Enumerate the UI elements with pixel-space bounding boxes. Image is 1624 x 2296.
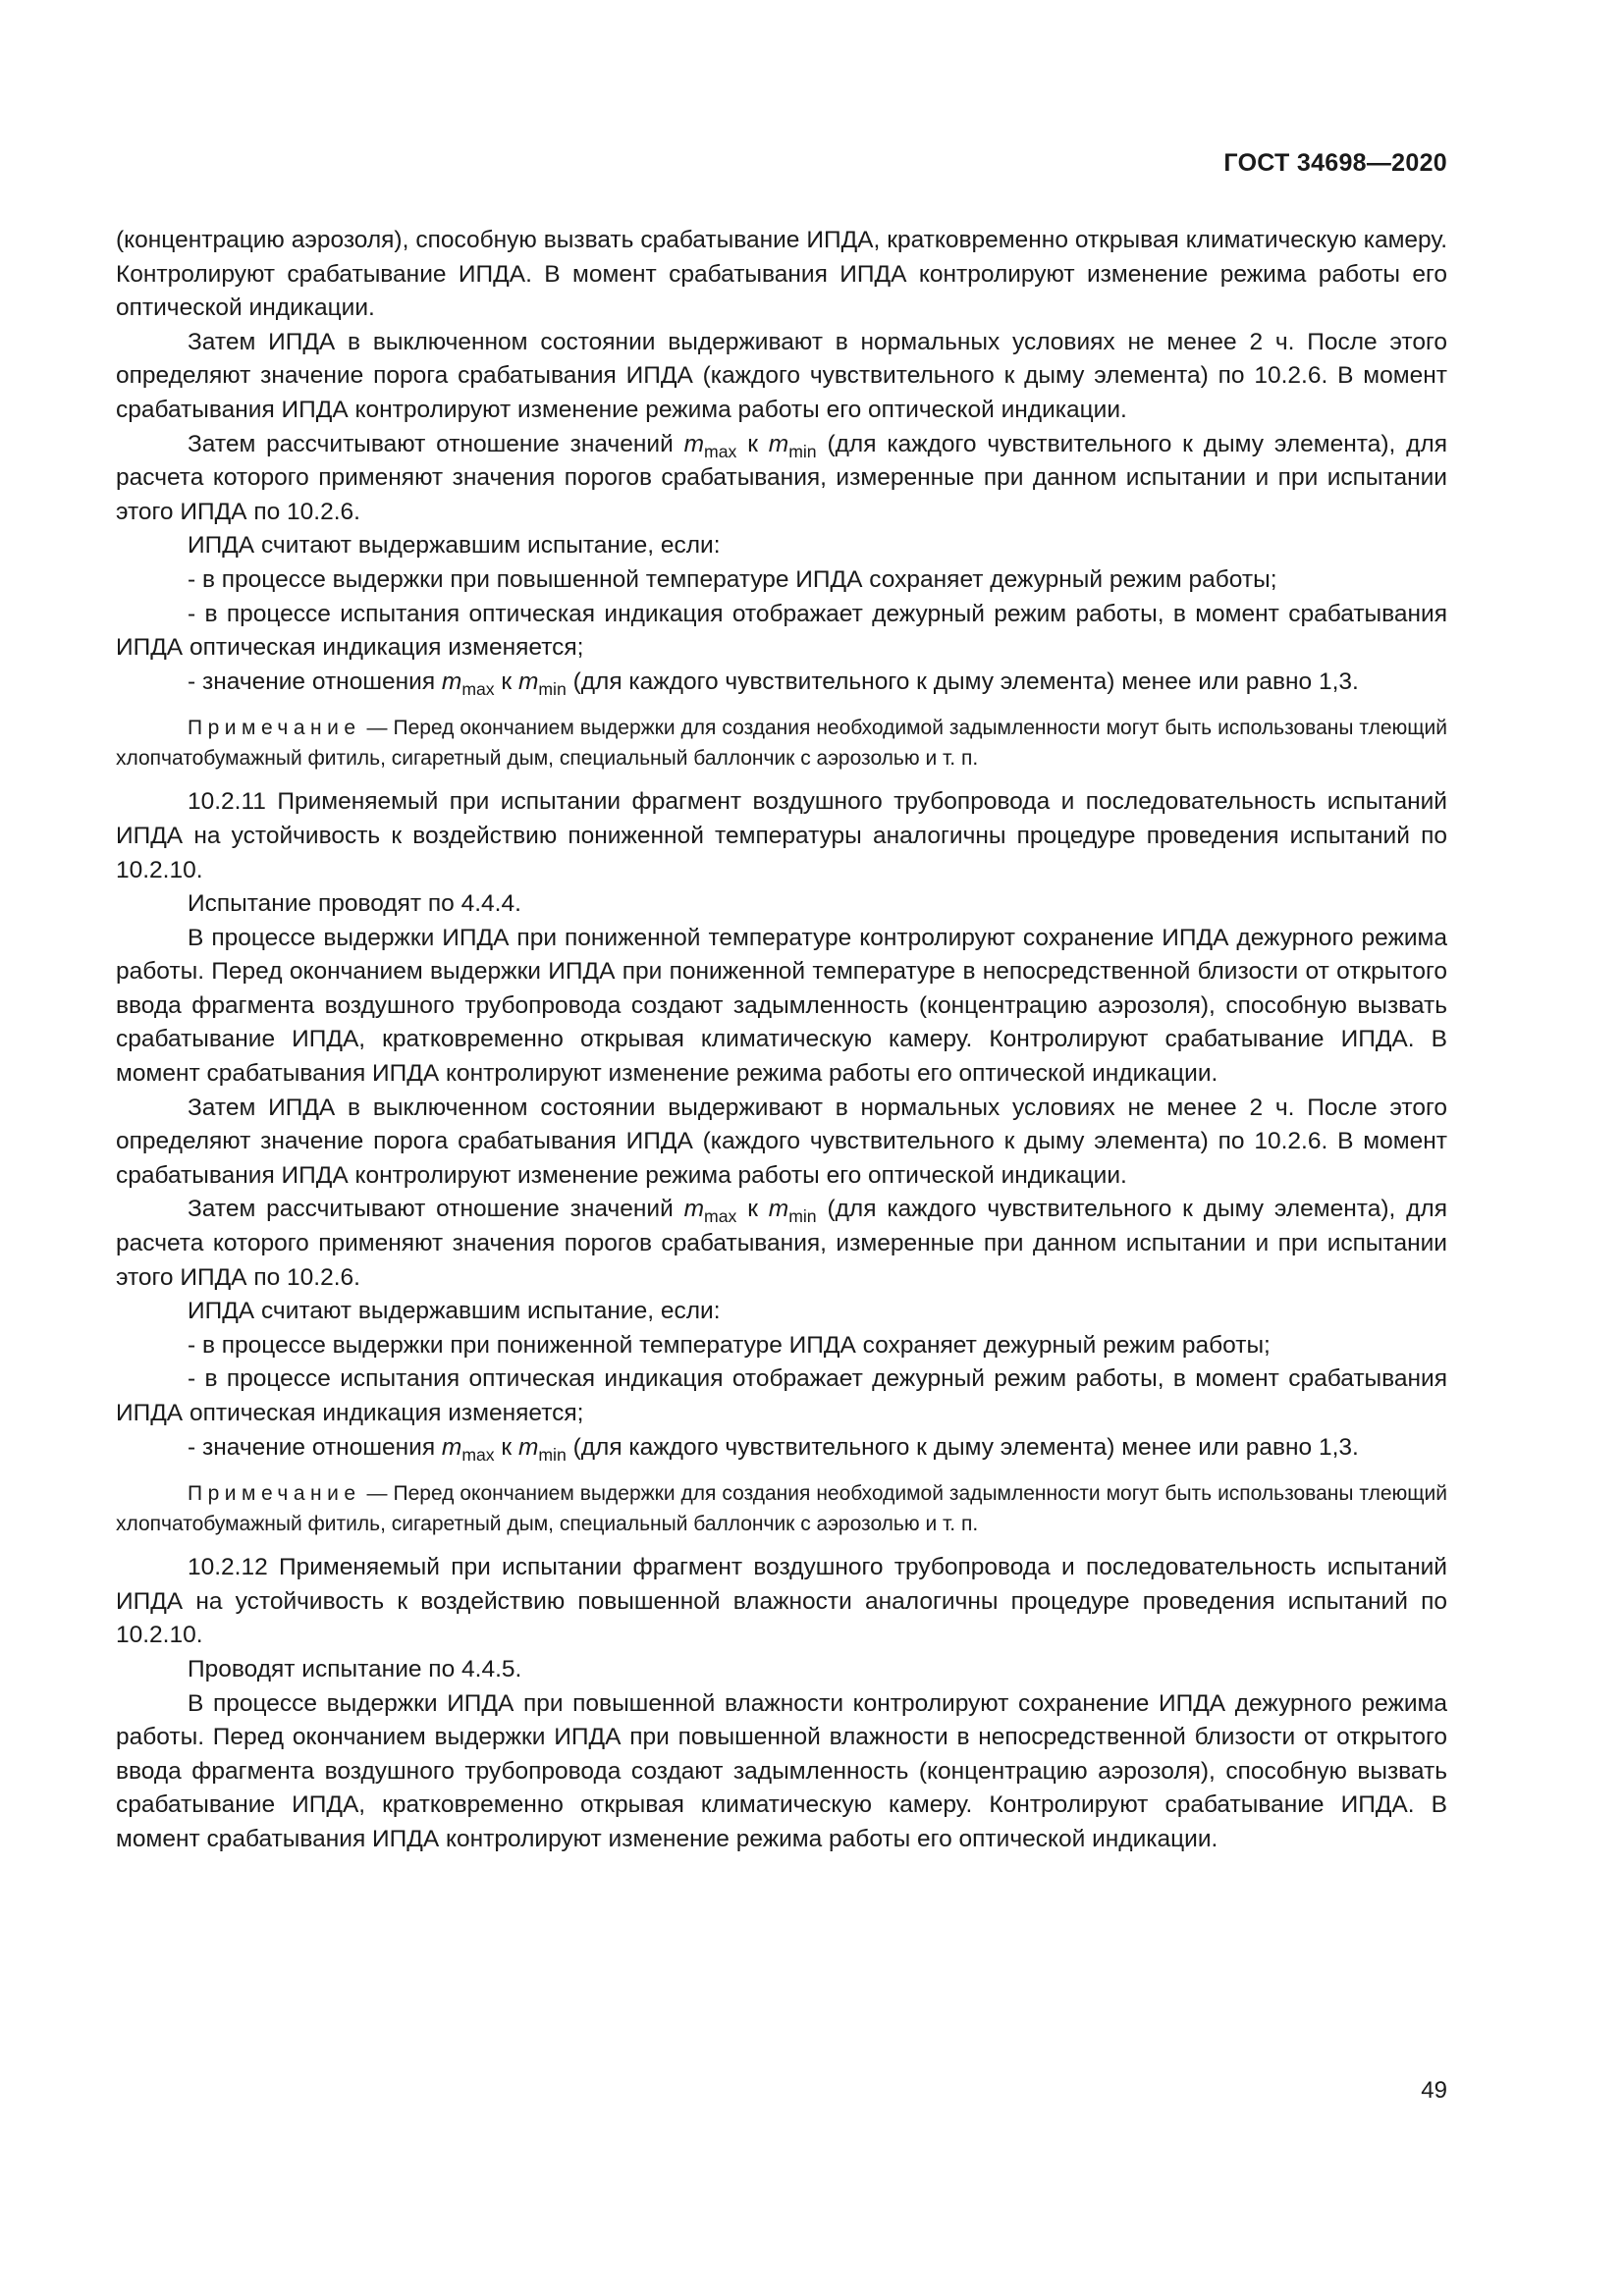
word-k: к [501, 667, 513, 695]
subscript-max: max [461, 1444, 495, 1465]
list-item: - в процессе испытания оптическая индикация отображает дежурный режим работы, в момент срабатывания ИПДА оптическая индикация изменяется; [116, 600, 1447, 662]
subscript-min: min [788, 1206, 817, 1227]
symbol-m: m [441, 667, 462, 695]
note-text: — Перед окончанием выдержки для создания необходимой задымленности могут быть использованы тлеющий хлопчатобумажный фитиль, сигаретный дым, специальный баллончик с аэрозолью и т. п. [116, 1482, 1447, 1536]
subscript-max: max [704, 1206, 737, 1227]
paragraph-formula [116, 1193, 1447, 1295]
symbol-m: m [683, 430, 705, 457]
word-k: к [747, 1196, 758, 1223]
note-text: — Перед окончанием выдержки для создания необходимой задымленности могут быть использованы тлеющий хлопчатобумажный фитиль, сигаретный дым, специальный баллончик с аэрозолью и т. п. [116, 717, 1447, 771]
standard-code-header: ГОСТ 34698—2020 [1223, 149, 1447, 177]
word-k: к [747, 430, 758, 457]
paragraph: ИПДА считают выдержавшим испытание, если: [188, 1298, 721, 1325]
word-k: к [501, 1433, 513, 1461]
text-run: (для каждого чувствительного к дыму элемента) менее или равно 1,3. [566, 667, 1359, 695]
paragraph: ИПДА считают выдержавшим испытание, если: [188, 532, 721, 560]
page-number: 49 [1421, 2077, 1447, 2104]
symbol-m: m [517, 1433, 539, 1461]
symbol-m: m [768, 430, 789, 457]
paragraph: Затем ИПДА в выключенном состоянии выдерживают в нормальных условиях не менее 2 ч. После этого определяют значение порога срабатывания ИПДА (каждого чувствительного к дыму элемента) по 10.2.6. В момент срабатывания ИПДА контролируют изменение режима работы его оптической индикации. [116, 1094, 1447, 1189]
text-run: (для каждого чувствительного к дыму элемента), для расчета которого применяют значения порогов срабатывания, измеренные при данном испытании и при испытании этого ИПДА по 10.2.6. [116, 1196, 1447, 1291]
text-run: (для каждого чувствительного к дыму элемента), для расчета которого применяют значения порогов срабатывания, измеренные при данном испытании и при испытании этого ИПДА по 10.2.6. [116, 430, 1447, 525]
text-run: Затем рассчитывают отношение значений [188, 1196, 684, 1223]
list-item: - в процессе испытания оптическая индикация отображает дежурный режим работы, в момент срабатывания ИПДА оптическая индикация изменяется; [116, 1365, 1447, 1426]
symbol-m: m [768, 1196, 789, 1223]
paragraph: (концентрацию аэрозоля), способную вызвать срабатывание ИПДА, кратковременно открывая климатическую камеру. Контролируют срабатывание ИПДА. В момент срабатывания ИПДА контролируют изменение режима работы его оптической индикации. [116, 227, 1447, 322]
text-run: (для каждого чувствительного к дыму элемента) менее или равно 1,3. [566, 1433, 1359, 1461]
paragraph: Испытание проводят по 4.4.4. [188, 890, 521, 918]
paragraph: В процессе выдержки ИПДА при пониженной температуре контролируют сохранение ИПДА дежурного режима работы. Перед окончанием выдержки ИПДА при пониженной температуре в непосредственной близости от открытого ввода фрагмента воздушного трубопровода создают задымленность (концентрацию аэрозоля), способную вызвать срабатывание ИПДА, кратковременно открывая климатическую камеру. Контролируют срабатывание ИПДА. В момент срабатывания ИПДА контролируют изменение режима работы его оптической индикации. [116, 924, 1447, 1088]
subscript-min: min [538, 1444, 567, 1465]
paragraph: Затем ИПДА в выключенном состоянии выдерживают в нормальных условиях не менее 2 ч. После этого определяют значение порога срабатывания ИПДА (каждого чувствительного к дыму элемента) по 10.2.6. В момент срабатывания ИПДА контролируют изменение режима работы его оптической индикации. [116, 328, 1447, 423]
list-item-formula [116, 1431, 1447, 1466]
symbol-m: m [441, 1433, 462, 1461]
paragraph: Проводят испытание по 4.4.5. [188, 1655, 522, 1682]
symbol-m: m [517, 667, 539, 695]
subscript-max: max [461, 678, 495, 699]
list-item-formula [116, 666, 1447, 700]
list-item: - в процессе выдержки при пониженной температуре ИПДА сохраняет дежурный режим работы; [188, 1331, 1271, 1359]
list-item: - в процессе выдержки при повышенной температуре ИПДА сохраняет дежурный режим работы; [188, 565, 1277, 593]
subscript-min: min [788, 441, 817, 461]
paragraph-formula [116, 428, 1447, 530]
text-run: - значение отношения [188, 667, 442, 695]
symbol-m: m [683, 1196, 705, 1223]
note-label: Примечание [188, 1482, 361, 1506]
note-label: Примечание [188, 717, 361, 740]
subscript-min: min [538, 678, 567, 699]
section-10-2-12: 10.2.12 Применяемый при испытании фрагмент воздушного трубопровода и последовательность испытаний ИПДА на устойчивость к воздействию повышенной влажности аналогичны процедуре проведения испытаний по 10.2.10. [116, 1554, 1447, 1649]
section-10-2-11: 10.2.11 Применяемый при испытании фрагмент воздушного трубопровода и последовательность испытаний ИПДА на устойчивость к воздействию пониженной температуры аналогичны процедуре проведения испытаний по 10.2.10. [116, 788, 1447, 883]
text-run: Затем рассчитывают отношение значений [188, 430, 684, 457]
text-run: - значение отношения [188, 1433, 442, 1461]
subscript-max: max [704, 441, 737, 461]
paragraph: В процессе выдержки ИПДА при повышенной влажности контролируют сохранение ИПДА дежурного режима работы. Перед окончанием выдержки ИПДА при повышенной влажности в непосредственной близости от открытого ввода фрагмента воздушного трубопровода создают задымленность (концентрацию аэрозоля), способную вызвать срабатывание ИПДА, кратковременно открывая климатическую камеру. Контролируют срабатывание ИПДА. В момент срабатывания ИПДА контролируют изменение режима работы его оптической индикации. [116, 1689, 1447, 1852]
note [116, 1478, 1447, 1539]
note [116, 713, 1447, 774]
document-body [116, 224, 1447, 1857]
